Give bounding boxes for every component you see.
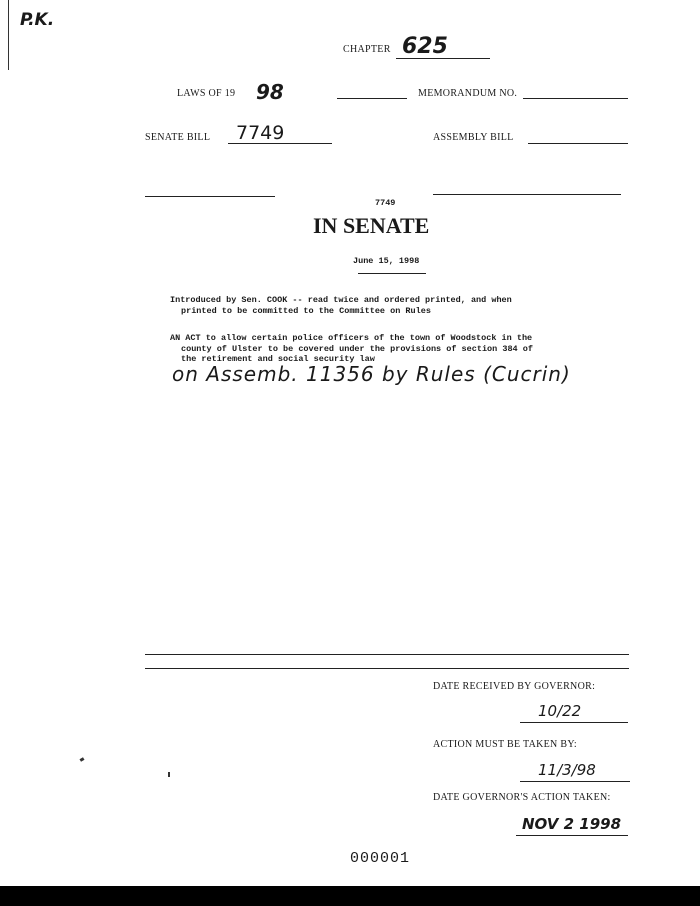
chapter-line [396,34,490,59]
laws-value: 98 [256,80,284,104]
stray-mark [168,772,170,777]
action-taken-line [516,817,628,836]
action-by-line [520,761,630,782]
right-header-rule [433,194,621,195]
date-received-line [520,702,628,723]
bill-number: 7749 [375,198,396,208]
laws-label: LAWS OF 19 [177,88,236,99]
senate-bill-line [228,122,332,144]
date-underline [358,273,426,274]
stray-mark [80,757,85,762]
separator-rule-bottom [145,668,629,669]
memorandum-line [523,98,628,99]
intro-line-2: printed to be committed to the Committee on Rules [181,306,431,316]
bill-date: June 15, 1998 [353,256,420,266]
action-taken-value: NOV 2 1998 [522,815,622,833]
memorandum-label: MEMORANDUM NO. [418,88,518,99]
date-received-label: DATE RECEIVED BY GOVERNOR: [433,681,596,692]
house-title: IN SENATE [313,213,430,238]
handwritten-note: on Assemb. 11356 by Rules (Cucrin) [172,362,571,386]
left-header-rule [145,196,275,197]
bottom-scan-bar [0,886,700,906]
action-by-value: 11/3/98 [538,761,596,779]
senate-bill-label: SENATE BILL [145,132,211,143]
act-line-2: county of Ulster to be covered under the provisions of section 384 of [181,344,533,354]
action-by-label: ACTION MUST BE TAKEN BY: [433,739,578,750]
senate-bill-value: 7749 [236,122,285,144]
action-taken-label: DATE GOVERNOR'S ACTION TAKEN: [433,792,611,803]
intro-line-1: Introduced by Sen. COOK -- read twice and ordered printed, and when [170,295,512,305]
memo-pre-line [337,98,407,99]
chapter-value: 625 [402,34,448,59]
assembly-bill-label: ASSEMBLY BILL [433,132,514,143]
date-received-value: 10/22 [538,702,582,720]
assembly-bill-line [528,143,628,144]
act-line-1: AN ACT to allow certain police officers of the town of Woodstock in the [170,333,533,343]
left-margin-line [8,0,9,70]
page-number: 000001 [350,850,411,867]
separator-rule-top [145,654,629,655]
corner-initials: P.K. [20,10,55,30]
chapter-label: CHAPTER [343,44,391,55]
act-line-3: the retirement and social security law [181,354,375,364]
